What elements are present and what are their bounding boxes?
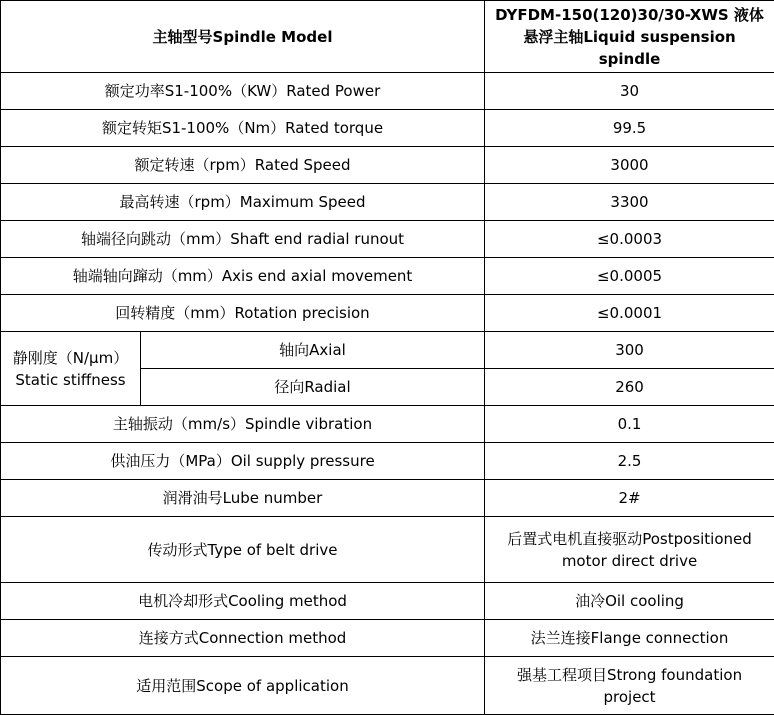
- spindle-vibration-value: 0.1: [485, 406, 774, 443]
- static-stiffness-label-cn: 静刚度（N/μm）: [5, 347, 136, 369]
- header-row: [1, 1, 774, 73]
- radial-runout-label: 轴端径向跳动（mm）Shaft end radial runout: [1, 221, 485, 258]
- table-row: [1, 657, 774, 715]
- radial-stiffness-label: 径向Radial: [141, 369, 485, 406]
- table-row: [1, 258, 774, 295]
- lube-number-label: 润滑油号Lube number: [1, 480, 485, 517]
- spindle-vibration-label: 主轴振动（mm/s）Spindle vibration: [1, 406, 485, 443]
- rated-power-label: 额定功率S1-100%（KW）Rated Power: [1, 73, 485, 110]
- lube-number-value: 2#: [485, 480, 774, 517]
- header-model-value: DYFDM-150(120)30/30-XWS 液体悬浮主轴Liquid suspension spindle: [485, 1, 774, 73]
- static-stiffness-label-en: Static stiffness: [5, 369, 136, 391]
- scope-of-application-value: 强基工程项目Strong foundation project: [485, 657, 774, 715]
- drive-type-value: 后置式电机直接驱动Postpositioned motor direct drive: [485, 517, 774, 583]
- table-row: [1, 110, 774, 147]
- axial-stiffness-value: 300: [485, 332, 774, 369]
- rated-torque-label: 额定转矩S1-100%（Nm）Rated torque: [1, 110, 485, 147]
- rated-speed-label: 额定转速（rpm）Rated Speed: [1, 147, 485, 184]
- cooling-method-label: 电机冷却形式Cooling method: [1, 583, 485, 620]
- axial-stiffness-label: 轴向Axial: [141, 332, 485, 369]
- header-model-label: 主轴型号Spindle Model: [1, 1, 485, 73]
- rotation-precision-label: 回转精度（mm）Rotation precision: [1, 295, 485, 332]
- axial-movement-label: 轴端轴向蹿动（mm）Axis end axial movement: [1, 258, 485, 295]
- table-row: [1, 480, 774, 517]
- static-stiffness-label: [1, 332, 141, 406]
- radial-stiffness-value: 260: [485, 369, 774, 406]
- max-speed-value: 3300: [485, 184, 774, 221]
- rotation-precision-value: ≤0.0001: [485, 295, 774, 332]
- oil-pressure-label: 供油压力（MPa）Oil supply pressure: [1, 443, 485, 480]
- oil-pressure-value: 2.5: [485, 443, 774, 480]
- table-row: [1, 620, 774, 657]
- table-row: [1, 147, 774, 184]
- rated-speed-value: 3000: [485, 147, 774, 184]
- table-row: [1, 517, 774, 583]
- table-row: [1, 295, 774, 332]
- table-row: [1, 221, 774, 258]
- table-row: [1, 184, 774, 221]
- connection-method-value: 法兰连接Flange connection: [485, 620, 774, 657]
- table-row: [1, 332, 774, 369]
- cooling-method-value: 油冷Oil cooling: [485, 583, 774, 620]
- table-row: [1, 443, 774, 480]
- max-speed-label: 最高转速（rpm）Maximum Speed: [1, 184, 485, 221]
- scope-of-application-label: 适用范围Scope of application: [1, 657, 485, 715]
- drive-type-label: 传动形式Type of belt drive: [1, 517, 485, 583]
- axial-movement-value: ≤0.0005: [485, 258, 774, 295]
- table-row: [1, 73, 774, 110]
- connection-method-label: 连接方式Connection method: [1, 620, 485, 657]
- radial-runout-value: ≤0.0003: [485, 221, 774, 258]
- rated-power-value: 30: [485, 73, 774, 110]
- rated-torque-value: 99.5: [485, 110, 774, 147]
- table-row: [1, 583, 774, 620]
- table-row: [1, 406, 774, 443]
